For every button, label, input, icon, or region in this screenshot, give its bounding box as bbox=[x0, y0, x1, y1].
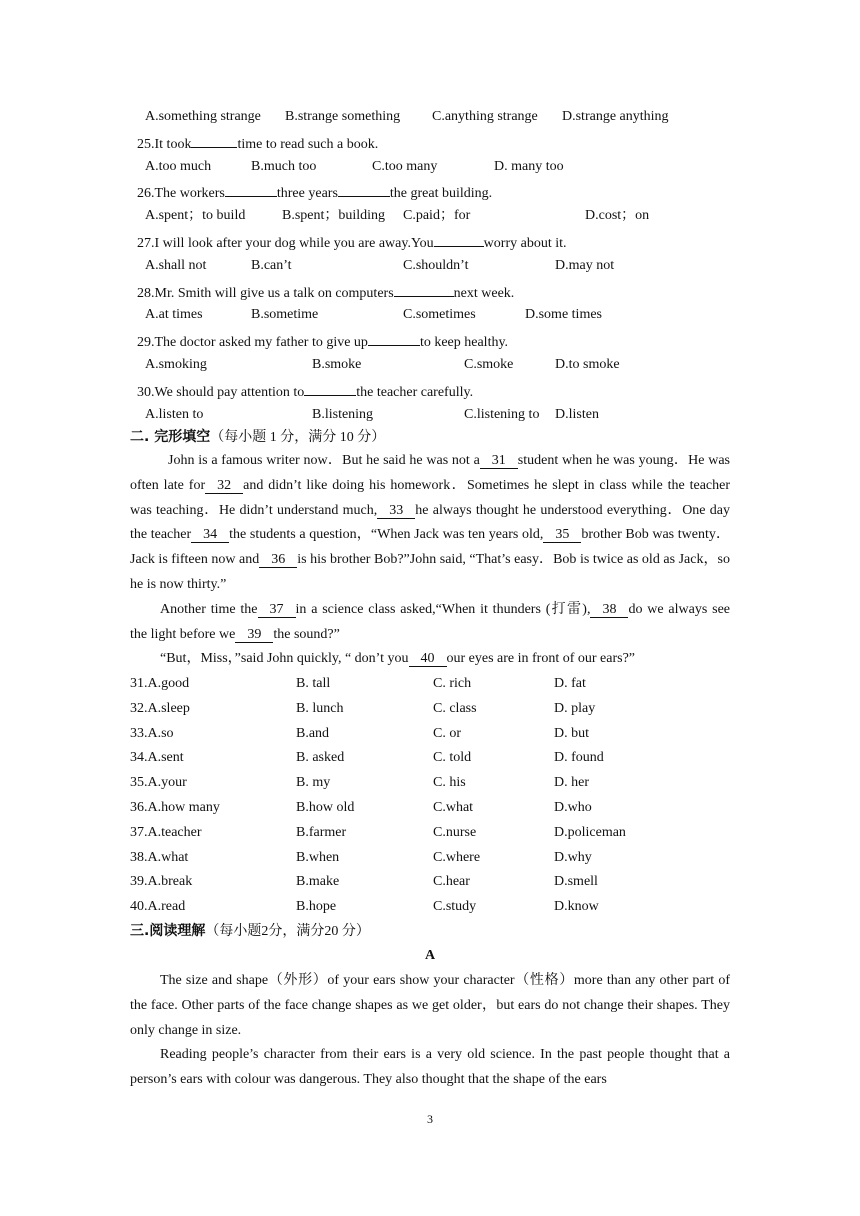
question-stem: 30.We should pay attention to bbox=[137, 385, 305, 400]
cloze-text: “But，Miss，”said John quickly, “ don’t you bbox=[160, 651, 409, 667]
option-c: C.shouldn’t bbox=[403, 258, 469, 273]
question-stem: 25.It took bbox=[137, 137, 192, 152]
cloze-option-b: B.make bbox=[296, 874, 340, 890]
cloze-option-d: D. play bbox=[554, 700, 596, 716]
question-29 bbox=[137, 330, 508, 353]
cloze-option-a: 36.A.how many bbox=[130, 800, 220, 815]
option-a: A.shall not bbox=[145, 258, 207, 273]
option-b: B.can’t bbox=[251, 258, 292, 273]
cloze-option-b: B.how old bbox=[296, 800, 355, 815]
reading-passage bbox=[130, 969, 730, 1093]
cloze-option-a: 38.A.what bbox=[130, 849, 189, 865]
cloze-option-d: D. but bbox=[554, 725, 589, 741]
cloze-blank: 40 bbox=[409, 651, 447, 667]
cloze-option-c: C. rich bbox=[433, 676, 472, 691]
cloze-paragraph-2 bbox=[130, 598, 730, 648]
section-note: （每小题2分，满分20 分） bbox=[205, 924, 370, 939]
option-d: D.strange anything bbox=[562, 109, 669, 124]
cloze-text: is his brother Bob?”John said, “That’s easy．Bob is twice as old as Jack，so he is now thirty.” bbox=[130, 552, 730, 592]
cloze-paragraph-3 bbox=[130, 647, 730, 672]
cloze-option-b: B.farmer bbox=[296, 824, 347, 840]
question-stem-end: to keep healthy. bbox=[419, 335, 509, 350]
question-stem: 26.The workers bbox=[137, 186, 225, 201]
cloze-text: John is a famous writer now．But he said he was not a bbox=[168, 453, 480, 468]
cloze-option-c: C.nurse bbox=[433, 824, 477, 840]
page-number: 3 bbox=[427, 1112, 433, 1126]
option-a: A.at times bbox=[145, 307, 203, 322]
option-c: C.too many bbox=[372, 159, 438, 174]
cloze-option-a: 33.A.so bbox=[130, 725, 174, 741]
cloze-option-a: 32.A.sleep bbox=[130, 700, 190, 716]
reading-paragraph: The size and shape（外形）of your ears show your character（性格）more than any other part of the face. Other parts of the face change shapes as we get older，but ears do not change their shapes. They only change in size. bbox=[130, 973, 730, 1038]
cloze-option-a: 35.A.your bbox=[130, 775, 187, 791]
question-stem-end: next week. bbox=[453, 286, 515, 301]
question-stem-end: the teacher carefully. bbox=[356, 385, 474, 400]
question-stem: 27.I will look after your dog while you are away.You bbox=[137, 236, 434, 251]
cloze-blank: 33 bbox=[377, 503, 415, 519]
answer-blank bbox=[434, 231, 484, 247]
cloze-option-d: D.policeman bbox=[554, 824, 626, 840]
answer-blank bbox=[191, 132, 237, 148]
section-note: （每小题 1 分，满分 10 分） bbox=[210, 430, 386, 445]
reading-paragraph: Reading people’s character from their ears is a very old science. In the past people thought that a person’s ears with colour was dangerous. They also thought that the shape of the ears bbox=[130, 1047, 730, 1088]
option-a: A.spent；to build bbox=[145, 208, 246, 223]
option-d: D. many too bbox=[494, 159, 564, 174]
answer-blank bbox=[394, 281, 454, 297]
option-b: B.smoke bbox=[312, 357, 362, 372]
cloze-option-b: B.hope bbox=[296, 899, 337, 915]
cloze-option-b: B.when bbox=[296, 849, 340, 865]
question-26 bbox=[137, 181, 492, 204]
question-stem-end: time to read such a book. bbox=[237, 137, 379, 152]
cloze-text: do we always see the light before we bbox=[130, 601, 730, 642]
cloze-option-c: C. or bbox=[433, 725, 461, 741]
cloze-option-c: C. told bbox=[433, 750, 472, 766]
question-27 bbox=[137, 231, 567, 254]
answer-blank bbox=[368, 330, 420, 346]
question-25 bbox=[137, 132, 378, 155]
cloze-text: in a science class asked,“When it thunders (打雷), bbox=[295, 601, 591, 617]
question-stem-end: the great building. bbox=[389, 186, 493, 201]
cloze-option-d: D.smell bbox=[554, 874, 598, 890]
answer-blank bbox=[225, 181, 277, 197]
option-c: C.anything strange bbox=[432, 109, 538, 124]
cloze-blank: 35 bbox=[543, 527, 581, 543]
question-30 bbox=[137, 380, 473, 403]
option-a: A.too much bbox=[145, 159, 212, 174]
cloze-text: he always thought he understood everything．One day the teacher bbox=[130, 502, 730, 543]
section-title: 三.阅读理解 bbox=[130, 923, 206, 939]
cloze-option-b: B. tall bbox=[296, 676, 331, 691]
section-2-heading bbox=[130, 427, 385, 448]
section-3-heading bbox=[130, 921, 370, 942]
option-c: C.paid；for bbox=[403, 208, 471, 223]
cloze-text: Another time the bbox=[160, 601, 258, 617]
cloze-option-c: C. class bbox=[433, 700, 477, 716]
cloze-blank: 39 bbox=[235, 627, 273, 643]
cloze-blank: 36 bbox=[259, 552, 297, 568]
cloze-blank: 31 bbox=[480, 453, 518, 469]
option-a: A.listen to bbox=[145, 407, 204, 422]
question-stem: 28.Mr. Smith will give us a talk on computers bbox=[137, 286, 394, 301]
cloze-passage bbox=[130, 449, 730, 672]
question-28 bbox=[137, 281, 514, 304]
cloze-option-a: 37.A.teacher bbox=[130, 824, 202, 840]
cloze-text: and didn’t like doing his homework．Sometimes he slept in class while the teacher was teaching．He didn’t understand much, bbox=[130, 477, 731, 518]
question-stem: 29.The doctor asked my father to give up bbox=[137, 335, 368, 350]
cloze-option-c: C.what bbox=[433, 800, 474, 815]
cloze-text: the sound?” bbox=[273, 626, 340, 642]
cloze-option-a: 40.A.read bbox=[130, 899, 186, 915]
cloze-option-c: C. his bbox=[433, 775, 466, 791]
cloze-option-a: 39.A.break bbox=[130, 874, 193, 890]
cloze-option-a: 31.A.good bbox=[130, 676, 190, 691]
option-c: C.smoke bbox=[464, 357, 514, 372]
cloze-option-c: C.hear bbox=[433, 874, 470, 890]
passage-label: A bbox=[424, 948, 436, 963]
cloze-text: the students a question，“When Jack was ten years old, bbox=[229, 527, 544, 543]
section-title: 二. 完形填空 bbox=[130, 429, 211, 445]
cloze-option-d: D. fat bbox=[554, 676, 586, 691]
option-a: A.smoking bbox=[145, 357, 207, 372]
option-b: B.much too bbox=[251, 159, 317, 174]
cloze-text: our eyes are in front of our ears?” bbox=[446, 651, 636, 667]
cloze-option-d: D.why bbox=[554, 849, 592, 865]
cloze-blank: 34 bbox=[191, 527, 229, 543]
cloze-text: brother Bob was twenty．Jack is fifteen now and bbox=[130, 527, 730, 568]
cloze-option-c: C.where bbox=[433, 849, 481, 865]
cloze-option-c: C.study bbox=[433, 899, 477, 915]
option-a: A.something strange bbox=[145, 109, 261, 124]
option-b: B.sometime bbox=[251, 307, 319, 322]
cloze-paragraph-1 bbox=[130, 449, 730, 598]
option-b: B.strange something bbox=[285, 109, 401, 124]
cloze-option-b: B. lunch bbox=[296, 700, 344, 716]
cloze-option-a: 34.A.sent bbox=[130, 750, 184, 766]
option-b: B.listening bbox=[312, 407, 374, 422]
option-c: C.listening to bbox=[464, 407, 540, 422]
option-d: D.cost；on bbox=[585, 208, 650, 223]
option-c: C.sometimes bbox=[403, 307, 476, 322]
option-d: D.to smoke bbox=[555, 357, 620, 372]
cloze-option-d: D. found bbox=[554, 750, 604, 766]
cloze-option-b: B. asked bbox=[296, 750, 345, 766]
cloze-blank: 37 bbox=[258, 602, 296, 618]
option-d: D.listen bbox=[555, 407, 599, 422]
cloze-option-d: D.know bbox=[554, 899, 599, 915]
cloze-blank: 32 bbox=[205, 478, 243, 494]
option-d: D.some times bbox=[525, 307, 602, 322]
option-d: D.may not bbox=[555, 258, 615, 273]
answer-blank bbox=[338, 181, 390, 197]
answer-blank bbox=[304, 380, 356, 396]
cloze-option-d: D. her bbox=[554, 775, 589, 791]
question-stem-end: worry about it. bbox=[483, 236, 567, 251]
cloze-text: student when he was young．He was often late for bbox=[130, 453, 730, 493]
question-stem-mid: three years bbox=[276, 186, 338, 201]
cloze-option-b: B.and bbox=[296, 725, 330, 741]
cloze-option-d: D.who bbox=[554, 800, 592, 815]
cloze-blank: 38 bbox=[590, 602, 628, 618]
cloze-option-b: B. my bbox=[296, 775, 331, 791]
option-b: B.spent；building bbox=[282, 208, 386, 223]
